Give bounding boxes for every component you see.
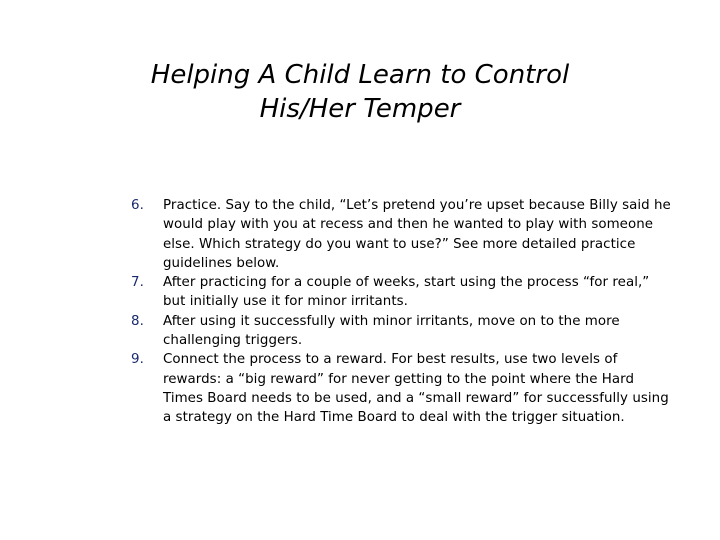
- slide-title: [60, 58, 660, 126]
- list-item-text: Connect the process to a reward. For best results, use two levels of rewards: a “big reward” for never getting to the point where the Hard Times Board needs to be used, and a “small reward” for successfully using a strategy on the Hard Time Board to deal with the trigger situation.: [163, 352, 669, 426]
- slide-title-line-1: Helping A Child Learn to Control: [150, 60, 570, 90]
- list-item-text: After practicing for a couple of weeks, start using the process “for real,” but initially use it for minor irritants.: [163, 275, 650, 310]
- list-item: [131, 196, 671, 273]
- list-item-text: Practice. Say to the child, “Let’s pretend you’re upset because Billy said he would play with you at recess and then he wanted to play with someone else. Which strategy do you want to use?” See more detailed practice guidelines below.: [163, 198, 671, 271]
- list-item: [131, 273, 671, 312]
- numbered-list: [131, 196, 671, 428]
- list-item-number: 9.: [131, 352, 144, 368]
- list-item-number: 6.: [131, 198, 144, 213]
- list-item: [131, 312, 671, 351]
- list-item-number: 8.: [131, 313, 144, 329]
- list-item-text: After using it successfully with minor irritants, move on to the more challenging triggers.: [163, 313, 620, 349]
- slide-title-line-2: His/Her Temper: [259, 94, 461, 124]
- list-item: [131, 350, 671, 427]
- list-item-number: 7.: [131, 275, 144, 291]
